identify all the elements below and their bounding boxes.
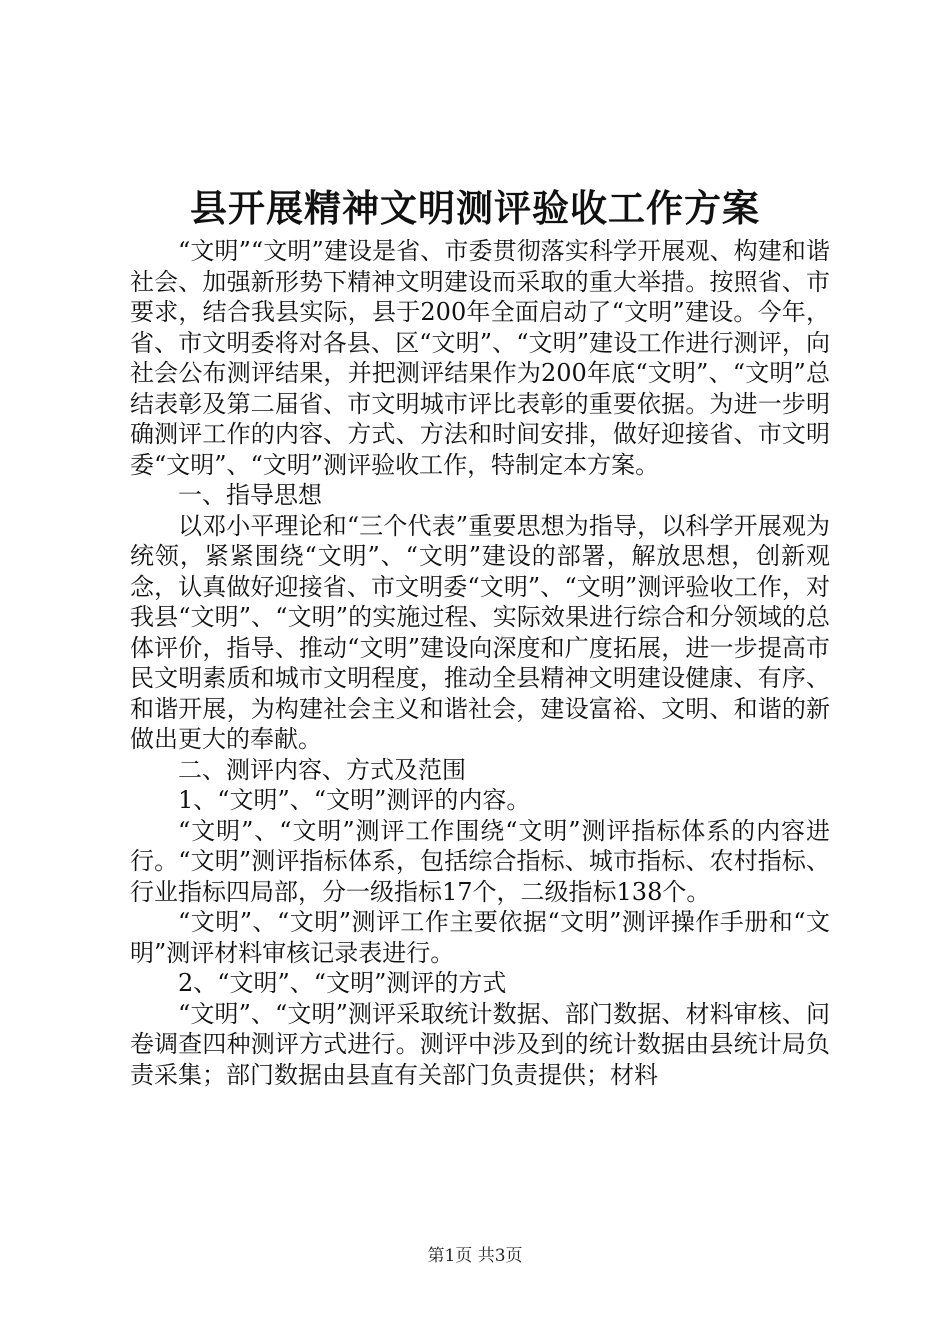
document-body [130,236,830,1090]
paragraph-index-system: “文明”、“文明”测评工作围绕“文明”测评指标体系的内容进行。“文明”测评指标体系，包括综合指标、城市指标、农村指标、行业指标四局部，分一级指标17个，二级指标138个。 [130,816,830,906]
paragraph-intro: “文明”“文明”建设是省、市委贯彻落实科学开展观、构建和谐社会、加强新形势下精神文明建设而采取的重大举措。按照省、市要求，结合我县实际，县于200年全面启动了“文明”建设。今年，省、市文明委将对各县、区“文明”、“文明”建设工作进行测评，向社会公布测评结果，并把测评结果作为200年底“文明”、“文明”总结表彰及第二届省、市文明城市评比表彰的重要依据。为进一步明确测评工作的内容、方式、方法和时间安排，做好迎接省、市文明委“文明”、“文明”测评验收工作，特制定本方案。 [130,237,830,479]
subheading-content: 1、“文明”、“文明”测评的内容。 [178,786,531,814]
section-heading-scope: 二、测评内容、方式及范围 [178,755,466,784]
paragraph-guiding-ideology: 以邓小平理论和“三个代表”重要思想为指导，以科学开展观为统领，紧紧围绕“文明”、“文明”建设的部署，解放思想，创新观念，认真做好迎接省、市文明委“文明”、“文明”测评验收工作，对我县“文明”、“文明”的实施过程、实际效果进行综合和分领域的总体评价，指导、推动“文明”建设向深度和广度拓展，进一步提高市民文明素质和城市文明程度，推动全县精神文明建设健康、有序、和谐开展，为构建社会主义和谐社会，建设富裕、文明、和谐的新做出更大的奉献。 [130,511,830,753]
document-title: 县开展精神文明测评验收工作方案 [190,186,760,230]
paragraph-method: “文明”、“文明”测评采取统计数据、部门数据、材料审核、问卷调查四种测评方式进行。测评中涉及到的统计数据由县统计局负责采集；部门数据由县直有关部门负责提供；材料 [130,999,830,1089]
section-heading-guiding-ideology: 一、指导思想 [178,481,322,509]
page-footer: 第1页 共3页 [427,1246,523,1266]
subheading-method: 2、“文明”、“文明”测评的方式 [178,969,507,997]
paragraph-basis: “文明”、“文明”测评工作主要依据“文明”测评操作手册和“文明”测评材料审核记录表进行。 [130,908,830,967]
